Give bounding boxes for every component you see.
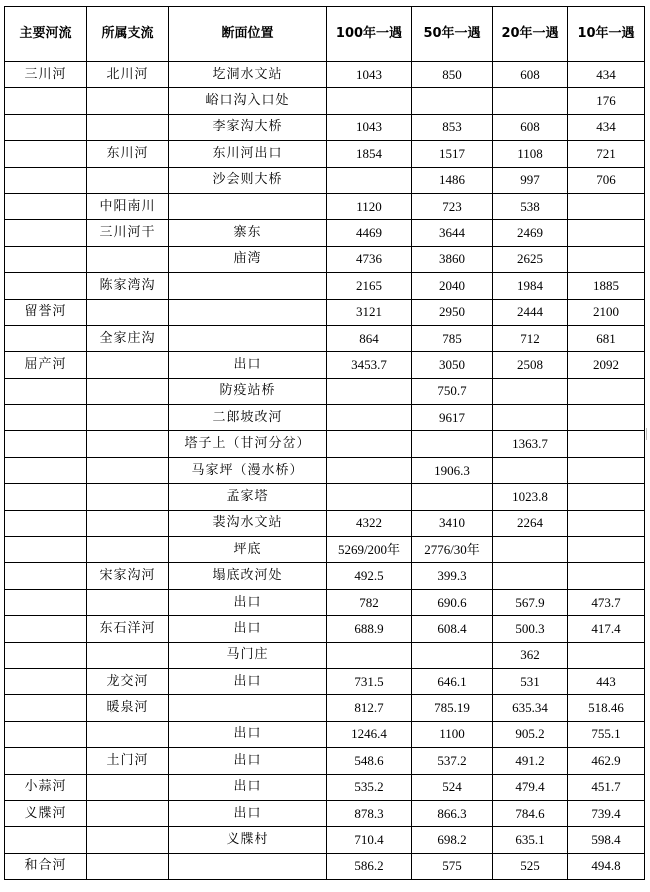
section-location-cell: 李家沟大桥 xyxy=(169,114,327,140)
table-row xyxy=(5,827,645,853)
flood-50yr-cell: 2950 xyxy=(412,299,493,325)
section-location-cell xyxy=(169,325,327,351)
section-location-cell: 裴沟水文站 xyxy=(169,510,327,536)
tributary-cell xyxy=(87,537,169,563)
tributary-cell: 北川河 xyxy=(87,62,169,88)
flood-20yr-cell: 905.2 xyxy=(493,721,568,747)
tributary-cell xyxy=(87,431,169,457)
flood-20yr-cell xyxy=(493,537,568,563)
flood-10yr-cell xyxy=(568,378,645,404)
flood-peak-table xyxy=(4,6,645,880)
main-river-cell: 小蒜河 xyxy=(5,774,87,800)
flood-50yr-cell: 866.3 xyxy=(412,800,493,826)
table-row xyxy=(5,167,645,193)
flood-20yr-cell xyxy=(493,457,568,483)
flood-50yr-cell: 850 xyxy=(412,62,493,88)
flood-20yr-cell: 2508 xyxy=(493,352,568,378)
flood-10yr-cell xyxy=(568,220,645,246)
flood-10yr-cell xyxy=(568,405,645,431)
flood-100yr-cell xyxy=(327,88,412,114)
flood-100yr-cell xyxy=(327,405,412,431)
section-location-cell xyxy=(169,853,327,879)
table-row xyxy=(5,748,645,774)
section-location-cell: 义牒村 xyxy=(169,827,327,853)
tributary-cell xyxy=(87,299,169,325)
tributary-cell: 中阳南川 xyxy=(87,193,169,219)
main-river-cell xyxy=(5,510,87,536)
flood-50yr-cell: 785.19 xyxy=(412,695,493,721)
flood-10yr-cell: 494.8 xyxy=(568,853,645,879)
flood-20yr-cell: 997 xyxy=(493,167,568,193)
flood-50yr-cell: 1517 xyxy=(412,141,493,167)
section-location-cell: 庙湾 xyxy=(169,246,327,272)
column-header: 20年一遇 xyxy=(493,7,568,62)
flood-50yr-cell: 524 xyxy=(412,774,493,800)
section-location-cell: 塌底改河处 xyxy=(169,563,327,589)
flood-100yr-cell xyxy=(327,484,412,510)
section-location-cell: 出口 xyxy=(169,668,327,694)
section-location-cell: 寨东 xyxy=(169,220,327,246)
tributary-cell xyxy=(87,378,169,404)
main-river-cell xyxy=(5,537,87,563)
flood-10yr-cell xyxy=(568,537,645,563)
flood-50yr-cell: 698.2 xyxy=(412,827,493,853)
main-river-cell xyxy=(5,642,87,668)
table-row xyxy=(5,273,645,299)
main-river-cell: 和合河 xyxy=(5,853,87,879)
table-row xyxy=(5,325,645,351)
flood-100yr-cell: 710.4 xyxy=(327,827,412,853)
tributary-cell xyxy=(87,484,169,510)
tributary-cell: 陈家湾沟 xyxy=(87,273,169,299)
section-location-cell: 出口 xyxy=(169,589,327,615)
section-location-cell: 出口 xyxy=(169,352,327,378)
tributary-cell: 土门河 xyxy=(87,748,169,774)
section-location-cell: 出口 xyxy=(169,616,327,642)
tributary-cell xyxy=(87,774,169,800)
tributary-cell xyxy=(87,457,169,483)
flood-10yr-cell: 2100 xyxy=(568,299,645,325)
flood-50yr-cell: 399.3 xyxy=(412,563,493,589)
flood-100yr-cell: 535.2 xyxy=(327,774,412,800)
flood-100yr-cell: 688.9 xyxy=(327,616,412,642)
tributary-cell xyxy=(87,827,169,853)
table-row xyxy=(5,853,645,879)
flood-100yr-cell: 4322 xyxy=(327,510,412,536)
flood-10yr-cell: 721 xyxy=(568,141,645,167)
table-row xyxy=(5,668,645,694)
main-river-cell: 义牒河 xyxy=(5,800,87,826)
flood-50yr-cell: 3410 xyxy=(412,510,493,536)
flood-20yr-cell: 2444 xyxy=(493,299,568,325)
tributary-cell xyxy=(87,853,169,879)
flood-50yr-cell: 750.7 xyxy=(412,378,493,404)
flood-20yr-cell: 500.3 xyxy=(493,616,568,642)
flood-100yr-cell xyxy=(327,642,412,668)
tributary-cell xyxy=(87,721,169,747)
column-header: 50年一遇 xyxy=(412,7,493,62)
flood-100yr-cell: 2165 xyxy=(327,273,412,299)
flood-10yr-cell xyxy=(568,484,645,510)
flood-50yr-cell: 608.4 xyxy=(412,616,493,642)
section-location-cell: 马门庄 xyxy=(169,642,327,668)
flood-100yr-cell: 548.6 xyxy=(327,748,412,774)
flood-50yr-cell: 853 xyxy=(412,114,493,140)
page-edge-mark xyxy=(646,428,650,440)
flood-20yr-cell: 2625 xyxy=(493,246,568,272)
tributary-cell xyxy=(87,352,169,378)
tributary-cell xyxy=(87,88,169,114)
section-location-cell xyxy=(169,193,327,219)
flood-20yr-cell: 784.6 xyxy=(493,800,568,826)
flood-10yr-cell: 598.4 xyxy=(568,827,645,853)
tributary-cell: 宋家沟河 xyxy=(87,563,169,589)
flood-10yr-cell: 755.1 xyxy=(568,721,645,747)
column-header: 10年一遇 xyxy=(568,7,645,62)
flood-20yr-cell xyxy=(493,405,568,431)
flood-20yr-cell xyxy=(493,88,568,114)
main-river-cell xyxy=(5,695,87,721)
table-row xyxy=(5,537,645,563)
main-river-cell xyxy=(5,616,87,642)
flood-100yr-cell xyxy=(327,457,412,483)
flood-10yr-cell: 1885 xyxy=(568,273,645,299)
flood-10yr-cell xyxy=(568,510,645,536)
table-row xyxy=(5,141,645,167)
section-location-cell: 马家坪（漫水桥） xyxy=(169,457,327,483)
table-row xyxy=(5,88,645,114)
section-location-cell: 塔子上（甘河分岔） xyxy=(169,431,327,457)
main-river-cell xyxy=(5,589,87,615)
flood-20yr-cell xyxy=(493,563,568,589)
flood-50yr-cell: 1100 xyxy=(412,721,493,747)
tributary-cell xyxy=(87,114,169,140)
flood-100yr-cell xyxy=(327,378,412,404)
section-location-cell: 沙会则大桥 xyxy=(169,167,327,193)
flood-20yr-cell: 538 xyxy=(493,193,568,219)
section-location-cell: 出口 xyxy=(169,748,327,774)
table-row xyxy=(5,405,645,431)
flood-20yr-cell: 1363.7 xyxy=(493,431,568,457)
main-river-cell xyxy=(5,88,87,114)
tributary-cell xyxy=(87,167,169,193)
flood-10yr-cell: 443 xyxy=(568,668,645,694)
flood-20yr-cell: 1023.8 xyxy=(493,484,568,510)
table-row xyxy=(5,246,645,272)
flood-20yr-cell: 1984 xyxy=(493,273,568,299)
tributary-cell: 暖泉河 xyxy=(87,695,169,721)
table-body xyxy=(5,62,645,880)
flood-100yr-cell: 3121 xyxy=(327,299,412,325)
flood-10yr-cell: 2092 xyxy=(568,352,645,378)
table-row xyxy=(5,589,645,615)
tributary-cell: 全家庄沟 xyxy=(87,325,169,351)
flood-50yr-cell: 646.1 xyxy=(412,668,493,694)
section-location-cell: 出口 xyxy=(169,721,327,747)
section-location-cell: 二郎坡改河 xyxy=(169,405,327,431)
table-row xyxy=(5,299,645,325)
flood-50yr-cell: 1486 xyxy=(412,167,493,193)
main-river-cell: 屈产河 xyxy=(5,352,87,378)
flood-100yr-cell: 3453.7 xyxy=(327,352,412,378)
main-river-cell xyxy=(5,193,87,219)
flood-100yr-cell: 812.7 xyxy=(327,695,412,721)
flood-10yr-cell xyxy=(568,642,645,668)
table-row xyxy=(5,114,645,140)
flood-100yr-cell: 731.5 xyxy=(327,668,412,694)
table-row xyxy=(5,642,645,668)
section-location-cell: 孟家塔 xyxy=(169,484,327,510)
flood-50yr-cell: 1906.3 xyxy=(412,457,493,483)
flood-10yr-cell: 451.7 xyxy=(568,774,645,800)
flood-50yr-cell: 723 xyxy=(412,193,493,219)
flood-10yr-cell: 681 xyxy=(568,325,645,351)
flood-100yr-cell: 1120 xyxy=(327,193,412,219)
table-row xyxy=(5,484,645,510)
flood-20yr-cell: 608 xyxy=(493,62,568,88)
section-location-cell: 出口 xyxy=(169,774,327,800)
table-row xyxy=(5,220,645,246)
table-row xyxy=(5,800,645,826)
table-row xyxy=(5,457,645,483)
flood-20yr-cell: 2264 xyxy=(493,510,568,536)
column-header: 100年一遇 xyxy=(327,7,412,62)
flood-50yr-cell xyxy=(412,484,493,510)
column-header: 断面位置 xyxy=(169,7,327,62)
tributary-cell xyxy=(87,510,169,536)
main-river-cell xyxy=(5,167,87,193)
section-location-cell: 峪口沟入口处 xyxy=(169,88,327,114)
flood-10yr-cell xyxy=(568,193,645,219)
main-river-cell xyxy=(5,273,87,299)
flood-100yr-cell: 4469 xyxy=(327,220,412,246)
main-river-cell xyxy=(5,827,87,853)
flood-10yr-cell xyxy=(568,431,645,457)
section-location-cell: 圪洞水文站 xyxy=(169,62,327,88)
flood-50yr-cell: 3644 xyxy=(412,220,493,246)
table-row xyxy=(5,695,645,721)
flood-50yr-cell: 785 xyxy=(412,325,493,351)
main-river-cell xyxy=(5,484,87,510)
flood-100yr-cell: 586.2 xyxy=(327,853,412,879)
tributary-cell xyxy=(87,800,169,826)
flood-100yr-cell: 1043 xyxy=(327,114,412,140)
table-row xyxy=(5,378,645,404)
flood-20yr-cell: 712 xyxy=(493,325,568,351)
flood-50yr-cell: 3860 xyxy=(412,246,493,272)
flood-100yr-cell: 4736 xyxy=(327,246,412,272)
table-row xyxy=(5,510,645,536)
flood-20yr-cell: 491.2 xyxy=(493,748,568,774)
tributary-cell xyxy=(87,642,169,668)
table-row xyxy=(5,352,645,378)
section-location-cell: 东川河出口 xyxy=(169,141,327,167)
flood-100yr-cell: 1854 xyxy=(327,141,412,167)
flood-20yr-cell: 635.1 xyxy=(493,827,568,853)
flood-50yr-cell: 690.6 xyxy=(412,589,493,615)
flood-100yr-cell xyxy=(327,431,412,457)
section-location-cell: 坪底 xyxy=(169,537,327,563)
tributary-cell xyxy=(87,246,169,272)
flood-10yr-cell: 739.4 xyxy=(568,800,645,826)
main-river-cell xyxy=(5,563,87,589)
tributary-cell: 三川河干 xyxy=(87,220,169,246)
column-header: 主要河流 xyxy=(5,7,87,62)
flood-20yr-cell: 608 xyxy=(493,114,568,140)
main-river-cell xyxy=(5,431,87,457)
section-location-cell xyxy=(169,299,327,325)
main-river-cell xyxy=(5,114,87,140)
table-row xyxy=(5,721,645,747)
main-river-cell xyxy=(5,141,87,167)
flood-100yr-cell: 1246.4 xyxy=(327,721,412,747)
main-river-cell xyxy=(5,457,87,483)
section-location-cell: 防疫站桥 xyxy=(169,378,327,404)
flood-50yr-cell xyxy=(412,642,493,668)
main-river-cell: 三川河 xyxy=(5,62,87,88)
flood-50yr-cell: 575 xyxy=(412,853,493,879)
table-row xyxy=(5,774,645,800)
flood-20yr-cell: 567.9 xyxy=(493,589,568,615)
flood-10yr-cell: 462.9 xyxy=(568,748,645,774)
flood-50yr-cell: 2776/30年 xyxy=(412,537,493,563)
flood-20yr-cell: 479.4 xyxy=(493,774,568,800)
flood-10yr-cell: 473.7 xyxy=(568,589,645,615)
flood-20yr-cell: 635.34 xyxy=(493,695,568,721)
table-row xyxy=(5,62,645,88)
flood-10yr-cell xyxy=(568,457,645,483)
flood-10yr-cell: 434 xyxy=(568,114,645,140)
flood-10yr-cell: 176 xyxy=(568,88,645,114)
section-location-cell xyxy=(169,273,327,299)
main-river-cell xyxy=(5,748,87,774)
flood-10yr-cell xyxy=(568,246,645,272)
flood-10yr-cell: 518.46 xyxy=(568,695,645,721)
tributary-cell: 龙交河 xyxy=(87,668,169,694)
flood-20yr-cell: 525 xyxy=(493,853,568,879)
flood-50yr-cell xyxy=(412,88,493,114)
flood-20yr-cell: 362 xyxy=(493,642,568,668)
table-row xyxy=(5,616,645,642)
flood-20yr-cell: 531 xyxy=(493,668,568,694)
flood-20yr-cell xyxy=(493,378,568,404)
flood-50yr-cell xyxy=(412,431,493,457)
flood-50yr-cell: 9617 xyxy=(412,405,493,431)
flood-100yr-cell: 878.3 xyxy=(327,800,412,826)
table-row xyxy=(5,563,645,589)
main-river-cell: 留誉河 xyxy=(5,299,87,325)
flood-20yr-cell: 1108 xyxy=(493,141,568,167)
flood-10yr-cell: 434 xyxy=(568,62,645,88)
main-river-cell xyxy=(5,378,87,404)
column-header: 所属支流 xyxy=(87,7,169,62)
table-header-row xyxy=(5,7,645,62)
flood-10yr-cell xyxy=(568,563,645,589)
main-river-cell xyxy=(5,325,87,351)
section-location-cell: 出口 xyxy=(169,800,327,826)
flood-100yr-cell xyxy=(327,167,412,193)
main-river-cell xyxy=(5,246,87,272)
document-page xyxy=(4,6,645,880)
flood-100yr-cell: 864 xyxy=(327,325,412,351)
section-location-cell xyxy=(169,695,327,721)
main-river-cell xyxy=(5,220,87,246)
table-row xyxy=(5,193,645,219)
tributary-cell xyxy=(87,405,169,431)
flood-10yr-cell: 417.4 xyxy=(568,616,645,642)
flood-10yr-cell: 706 xyxy=(568,167,645,193)
tributary-cell: 东石洋河 xyxy=(87,616,169,642)
flood-100yr-cell: 492.5 xyxy=(327,563,412,589)
flood-50yr-cell: 537.2 xyxy=(412,748,493,774)
flood-20yr-cell: 2469 xyxy=(493,220,568,246)
flood-100yr-cell: 1043 xyxy=(327,62,412,88)
main-river-cell xyxy=(5,405,87,431)
flood-50yr-cell: 3050 xyxy=(412,352,493,378)
table-row xyxy=(5,431,645,457)
tributary-cell: 东川河 xyxy=(87,141,169,167)
tributary-cell xyxy=(87,589,169,615)
main-river-cell xyxy=(5,721,87,747)
flood-100yr-cell: 5269/200年 xyxy=(327,537,412,563)
flood-50yr-cell: 2040 xyxy=(412,273,493,299)
main-river-cell xyxy=(5,668,87,694)
flood-100yr-cell: 782 xyxy=(327,589,412,615)
